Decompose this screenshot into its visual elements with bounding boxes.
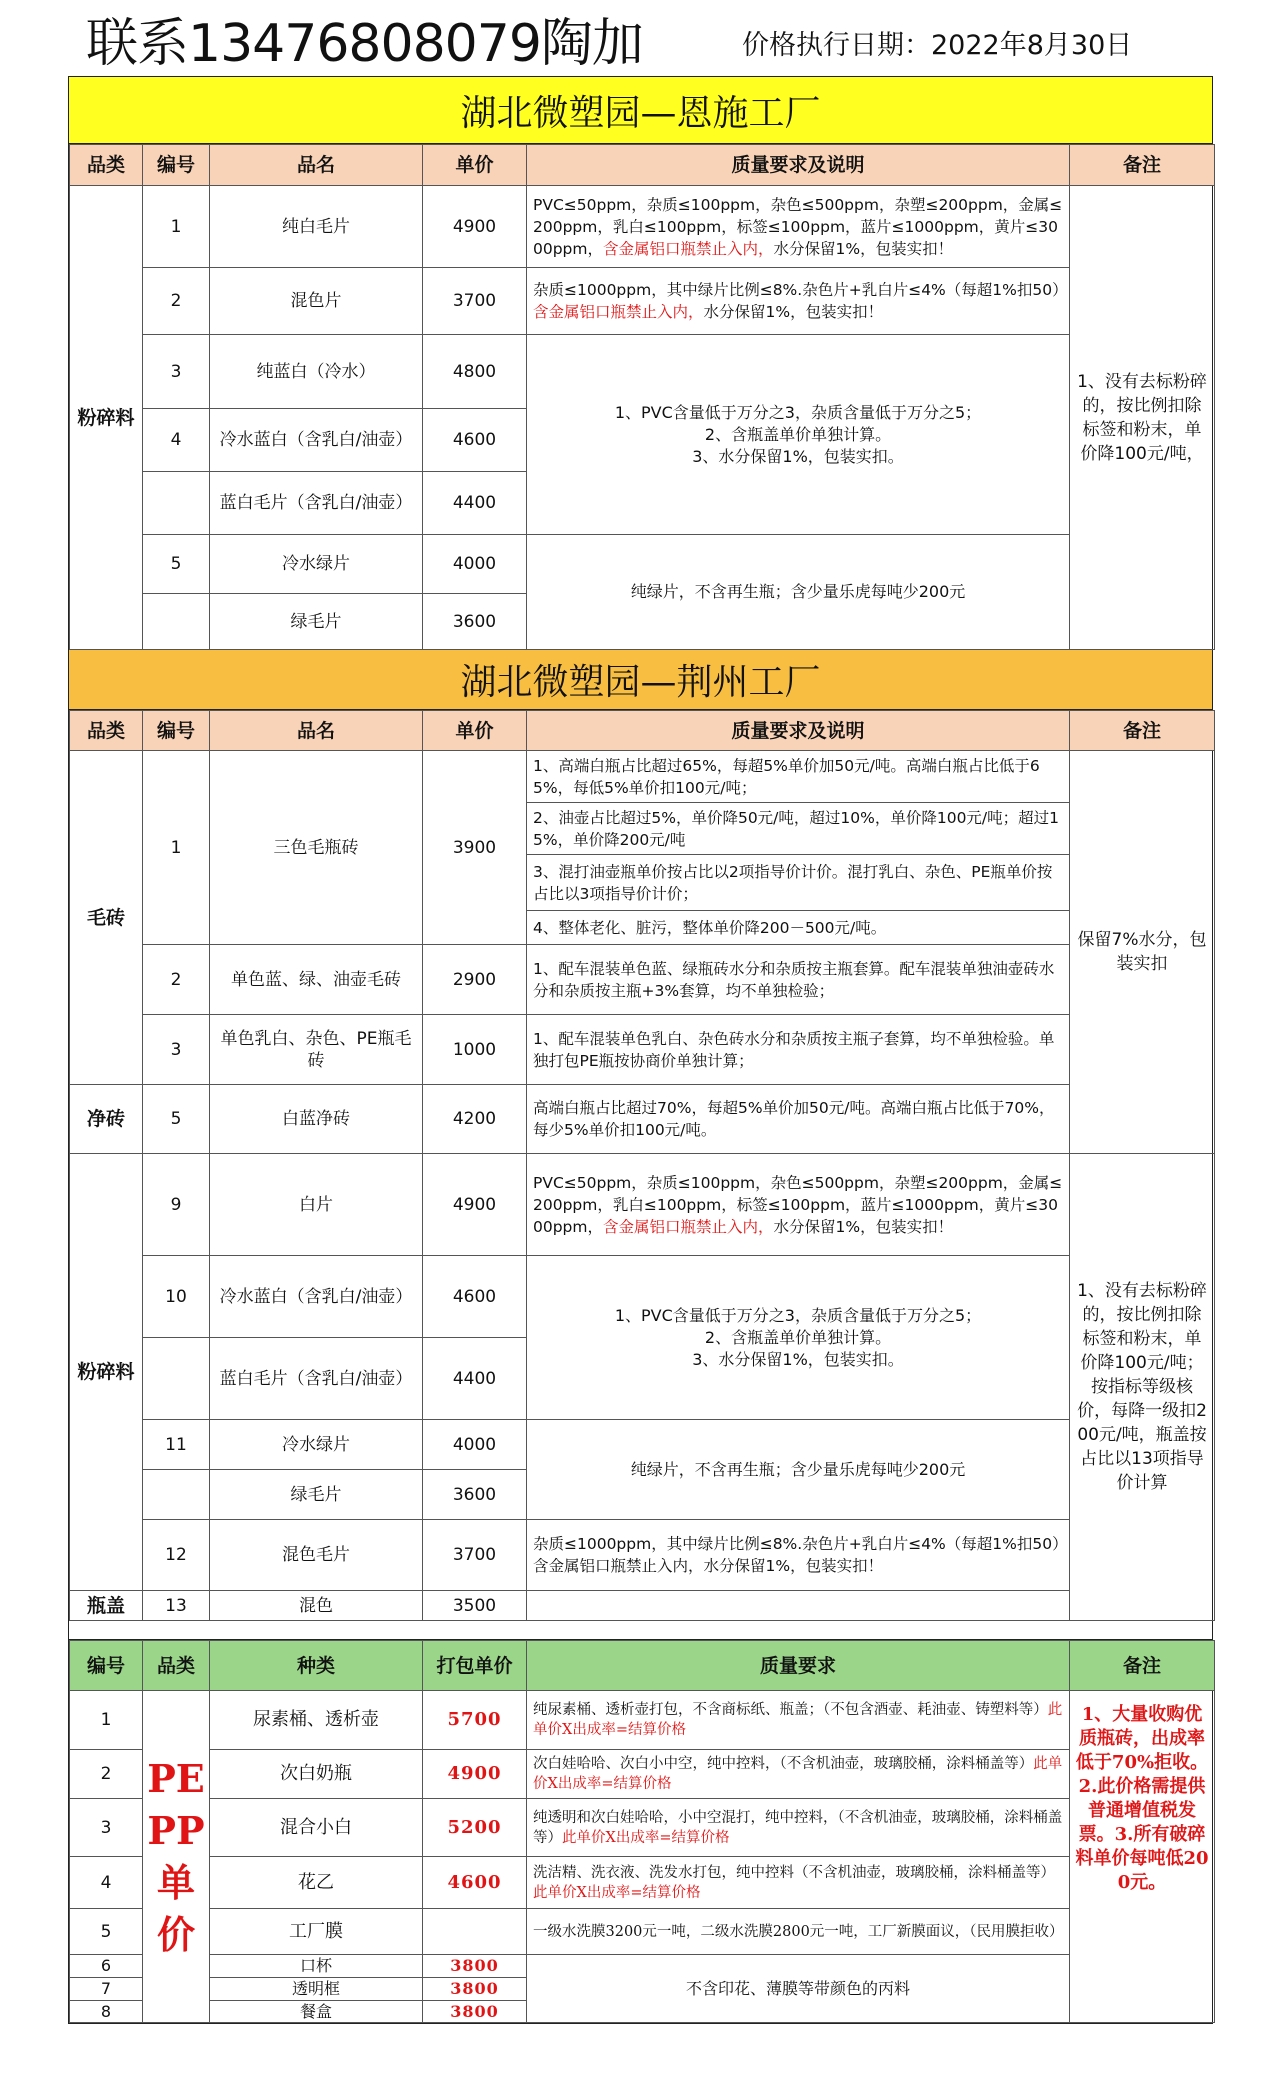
item-price: 4000 xyxy=(423,535,527,594)
item-name: 餐盒 xyxy=(210,2001,423,2023)
item-name: 混色 xyxy=(210,1591,423,1621)
quality-desc: 1、配车混装单色蓝、绿瓶砖水分和杂质按主瓶套算。配车混装单独油壶砖水分和杂质按主瓶+3%套算，均不单独检验； xyxy=(527,945,1070,1015)
table-row xyxy=(70,1591,1215,1621)
item-number: 7 xyxy=(70,1978,143,2001)
item-price: 4200 xyxy=(423,1085,527,1154)
item-name: 混色毛片 xyxy=(210,1520,423,1591)
table-row xyxy=(70,1015,1215,1085)
category-cell: 瓶盖 xyxy=(70,1591,143,1621)
table-row xyxy=(70,1256,1215,1338)
item-price: 4900 xyxy=(423,1154,527,1256)
item-price: 4400 xyxy=(423,1338,527,1420)
table-row xyxy=(70,186,1215,268)
table-row xyxy=(70,1857,1215,1909)
item-name: 绿毛片 xyxy=(210,594,423,650)
item-price: 3600 xyxy=(423,594,527,650)
item-price: 3800 xyxy=(423,2001,527,2023)
remark-cell: 1、大量收购优质瓶砖，出成率低于70%拒收。2.此价格需提供普通增值税发票。3.所有破碎料单价每吨低200元。 xyxy=(1070,1691,1215,2023)
col-header-kind: 种类 xyxy=(210,1641,423,1691)
col-header-name: 品名 xyxy=(210,711,423,751)
col-header-category: 品类 xyxy=(143,1641,210,1691)
quality-desc: 洗洁精、洗衣液、洗发水打包，纯中控料（不含机油壶，玻璃胶桶，涂料桶盖等）此单价X出成率=结算价格 xyxy=(527,1857,1070,1909)
table-row xyxy=(70,751,1215,803)
item-name: 花乙 xyxy=(210,1857,423,1909)
table-row xyxy=(70,268,1215,335)
item-name: 白片 xyxy=(210,1154,423,1256)
item-name: 单色乳白、杂色、PE瓶毛砖 xyxy=(210,1015,423,1085)
item-name: 单色蓝、绿、油壶毛砖 xyxy=(210,945,423,1015)
item-name: 冷水蓝白（含乳白/油壶） xyxy=(210,409,423,472)
item-number: 3 xyxy=(70,1799,143,1857)
quality-desc: 次白娃哈哈、次白小中空，纯中控料，（不含机油壶，玻璃胶桶，涂料桶盖等）此单价X出成率=结算价格 xyxy=(527,1750,1070,1799)
item-number: 2 xyxy=(143,268,210,335)
price-date: 价格执行日期：2022年8月30日 xyxy=(742,30,1133,61)
quality-desc: PVC≤50ppm，杂质≤100ppm，杂色≤500ppm，杂塑≤200ppm，金属≤200ppm，乳白≤100ppm，标签≤100ppm，蓝片≤1000ppm，黄片≤3000ppm，含金属铝口瓶禁止入内，水分保留1%，包装实扣！ xyxy=(527,1154,1070,1256)
item-name: 冷水绿片 xyxy=(210,535,423,594)
col-header-category: 品类 xyxy=(70,711,143,751)
item-number: 4 xyxy=(70,1857,143,1909)
quality-desc: 一级水洗膜3200元一吨，二级水洗膜2800元一吨，工厂新膜面议，（民用膜拒收） xyxy=(527,1909,1070,1955)
quality-desc: 高端白瓶占比超过70%，每超5%单价加50元/吨。高端白瓶占比低于70%，每少5%单价扣100元/吨。 xyxy=(527,1085,1070,1154)
quality-desc: 4、整体老化、脏污，整体单价降200－500元/吨。 xyxy=(527,911,1070,945)
item-price: 3800 xyxy=(423,1955,527,1978)
col-header-quality: 质量要求 xyxy=(527,1641,1070,1691)
item-price: 5200 xyxy=(423,1799,527,1857)
table-row xyxy=(70,1799,1215,1857)
enshi-table xyxy=(69,144,1215,650)
item-number: 1 xyxy=(143,186,210,268)
quality-desc: 1、高端白瓶占比超过65%，每超5%单价加50元/吨。高端白瓶占比低于65%，每低5%单价扣100元/吨； xyxy=(527,751,1070,803)
col-header-note: 备注 xyxy=(1070,145,1215,186)
item-name: 口杯 xyxy=(210,1955,423,1978)
item-price: 3900 xyxy=(423,751,527,945)
item-price: 3500 xyxy=(423,1591,527,1621)
category-cell: 毛砖 xyxy=(70,751,143,1085)
quality-desc: 1、配车混装单色乳白、杂色砖水分和杂质按主瓶子套算，均不单独检验。单独打包PE瓶按协商价单独计算； xyxy=(527,1015,1070,1085)
enshi-section xyxy=(68,76,1213,650)
item-name: 白蓝净砖 xyxy=(210,1085,423,1154)
category-cell: 净砖 xyxy=(70,1085,143,1154)
item-name: 次白奶瓶 xyxy=(210,1750,423,1799)
quality-desc: 纯尿素桶、透析壶打包，不含商标纸、瓶盖；（不包含酒壶、耗油壶、铸塑料等）此单价X出成率=结算价格 xyxy=(527,1691,1070,1750)
item-price: 4000 xyxy=(423,1420,527,1470)
col-header-pack-price: 打包单价 xyxy=(423,1641,527,1691)
category-cell: 粉碎料 xyxy=(70,186,143,650)
item-name: 绿毛片 xyxy=(210,1470,423,1520)
quality-desc xyxy=(527,1591,1070,1621)
item-price: 3700 xyxy=(423,1520,527,1591)
item-number: 2 xyxy=(70,1750,143,1799)
quality-desc: 纯透明和次白娃哈哈，小中空混打，纯中控料，（不含机油壶，玻璃胶桶，涂料桶盖等）此单价X出成率=结算价格 xyxy=(527,1799,1070,1857)
item-price: 4600 xyxy=(423,1857,527,1909)
item-number: 2 xyxy=(143,945,210,1015)
item-number xyxy=(143,1338,210,1420)
item-number: 13 xyxy=(143,1591,210,1621)
item-price: 1000 xyxy=(423,1015,527,1085)
item-name: 蓝白毛片（含乳白/油壶） xyxy=(210,1338,423,1420)
col-header-note: 备注 xyxy=(1070,1641,1215,1691)
remark-cell: 1、没有去标粉碎的，按比例扣除标签和粉末，单价降100元/吨；按指标等级核价，每降一级扣200元/吨，瓶盖按占比以13项指导价计算 xyxy=(1070,1154,1215,1621)
item-number: 3 xyxy=(143,335,210,409)
col-header-name: 品名 xyxy=(210,145,423,186)
col-header-quality: 质量要求及说明 xyxy=(527,711,1070,751)
table-row xyxy=(70,1085,1215,1154)
item-number: 1 xyxy=(143,751,210,945)
col-header-number: 编号 xyxy=(143,145,210,186)
item-number: 1 xyxy=(70,1691,143,1750)
item-number: 11 xyxy=(143,1420,210,1470)
item-name: 混合小白 xyxy=(210,1799,423,1857)
item-name: 冷水蓝白（含乳白/油壶） xyxy=(210,1256,423,1338)
item-number: 10 xyxy=(143,1256,210,1338)
item-number: 9 xyxy=(143,1154,210,1256)
table-row xyxy=(70,1420,1215,1470)
table-row xyxy=(70,1154,1215,1256)
item-price xyxy=(423,1909,527,1955)
item-number xyxy=(143,594,210,650)
pepp-section xyxy=(68,1640,1213,2024)
item-name: 尿素桶、透析壶 xyxy=(210,1691,423,1750)
table-row xyxy=(70,1955,1215,1978)
table-row xyxy=(70,1520,1215,1591)
remark-cell: 保留7%水分，包装实扣 xyxy=(1070,751,1215,1154)
quality-desc: 不含印花、薄膜等带颜色的丙料 xyxy=(527,1955,1070,2023)
quality-desc: 杂质≤1000ppm，其中绿片比例≤8%.杂色片+乳白片≤4%（每超1%扣50）含金属铝口瓶禁止入内，水分保留1%，包装实扣！ xyxy=(527,268,1070,335)
item-number: 5 xyxy=(143,1085,210,1154)
quality-desc: 2、油壶占比超过5%，单价降50元/吨，超过10%，单价降100元/吨；超过15%，单价降200元/吨 xyxy=(527,803,1070,855)
quality-desc: PVC≤50ppm，杂质≤100ppm，杂色≤500ppm，杂塑≤200ppm，金属≤200ppm，乳白≤100ppm，标签≤100ppm，蓝片≤1000ppm，黄片≤3000ppm，含金属铝口瓶禁止入内，水分保留1%，包装实扣！ xyxy=(527,186,1070,268)
quality-desc: 3、混打油壶瓶单价按占比以2项指导价计价。混打乳白、杂色、PE瓶单价按占比以3项指导价计价； xyxy=(527,855,1070,911)
remark-cell: 1、没有去标粉碎的，按比例扣除标签和粉末，单价降100元/吨， xyxy=(1070,186,1215,650)
col-header-quality: 质量要求及说明 xyxy=(527,145,1070,186)
item-name: 混色片 xyxy=(210,268,423,335)
item-name: 三色毛瓶砖 xyxy=(210,751,423,945)
item-number: 5 xyxy=(143,535,210,594)
table-row xyxy=(70,1750,1215,1799)
item-price: 4600 xyxy=(423,409,527,472)
item-price: 4800 xyxy=(423,335,527,409)
table-row xyxy=(70,945,1215,1015)
item-price: 3700 xyxy=(423,268,527,335)
quality-desc: 纯绿片，不含再生瓶；含少量乐虎每吨少200元 xyxy=(527,1420,1070,1520)
item-number: 8 xyxy=(70,2001,143,2023)
item-price: 4900 xyxy=(423,1750,527,1799)
col-header-note: 备注 xyxy=(1070,711,1215,751)
item-number: 5 xyxy=(70,1909,143,1955)
col-header-category: 品类 xyxy=(70,145,143,186)
col-header-number: 编号 xyxy=(143,711,210,751)
item-name: 冷水绿片 xyxy=(210,1420,423,1470)
table-row xyxy=(70,535,1215,594)
table-row xyxy=(70,1691,1215,1750)
table-row xyxy=(70,335,1215,409)
category-cell: 粉碎料 xyxy=(70,1154,143,1591)
pepp-table xyxy=(69,1640,1215,2023)
quality-desc: 杂质≤1000ppm，其中绿片比例≤8%.杂色片+乳白片≤4%（每超1%扣50）含金属铝口瓶禁止入内，水分保留1%，包装实扣！ xyxy=(527,1520,1070,1591)
item-price: 4400 xyxy=(423,472,527,535)
jingzhou-section xyxy=(68,650,1213,1640)
item-price: 4600 xyxy=(423,1256,527,1338)
item-name: 纯白毛片 xyxy=(210,186,423,268)
item-number xyxy=(143,472,210,535)
item-price: 3600 xyxy=(423,1470,527,1520)
col-header-price: 单价 xyxy=(423,711,527,751)
item-price: 4900 xyxy=(423,186,527,268)
item-number: 6 xyxy=(70,1955,143,1978)
table-row xyxy=(70,1909,1215,1955)
quality-desc: 纯绿片，不含再生瓶；含少量乐虎每吨少200元 xyxy=(527,535,1070,650)
item-price: 3800 xyxy=(423,1978,527,2001)
item-number: 12 xyxy=(143,1520,210,1591)
item-name: 蓝白毛片（含乳白/油壶） xyxy=(210,472,423,535)
quality-desc: 1、PVC含量低于万分之3，杂质含量低于万分之5； 2、含瓶盖单价单独计算。 3、水分保留1%，包装实扣。 xyxy=(527,1256,1070,1420)
item-number: 3 xyxy=(143,1015,210,1085)
item-name: 纯蓝白（冷水） xyxy=(210,335,423,409)
item-number xyxy=(143,1470,210,1520)
enshi-banner: 湖北微塑园—恩施工厂 xyxy=(69,77,1212,144)
item-name: 工厂膜 xyxy=(210,1909,423,1955)
item-price: 5700 xyxy=(423,1691,527,1750)
contact-title: 联系13476808079陶加 xyxy=(86,14,643,74)
jingzhou-table xyxy=(69,710,1215,1621)
item-number: 4 xyxy=(143,409,210,472)
quality-desc: 1、PVC含量低于万分之3，杂质含量低于万分之5； 2、含瓶盖单价单独计算。 3、水分保留1%，包装实扣。 xyxy=(527,335,1070,535)
category-cell: PE PP 单价 xyxy=(143,1691,210,2023)
col-header-price: 单价 xyxy=(423,145,527,186)
jingzhou-banner: 湖北微塑园—荆州工厂 xyxy=(69,650,1212,710)
col-header-number: 编号 xyxy=(70,1641,143,1691)
item-name: 透明框 xyxy=(210,1978,423,2001)
item-price: 2900 xyxy=(423,945,527,1015)
